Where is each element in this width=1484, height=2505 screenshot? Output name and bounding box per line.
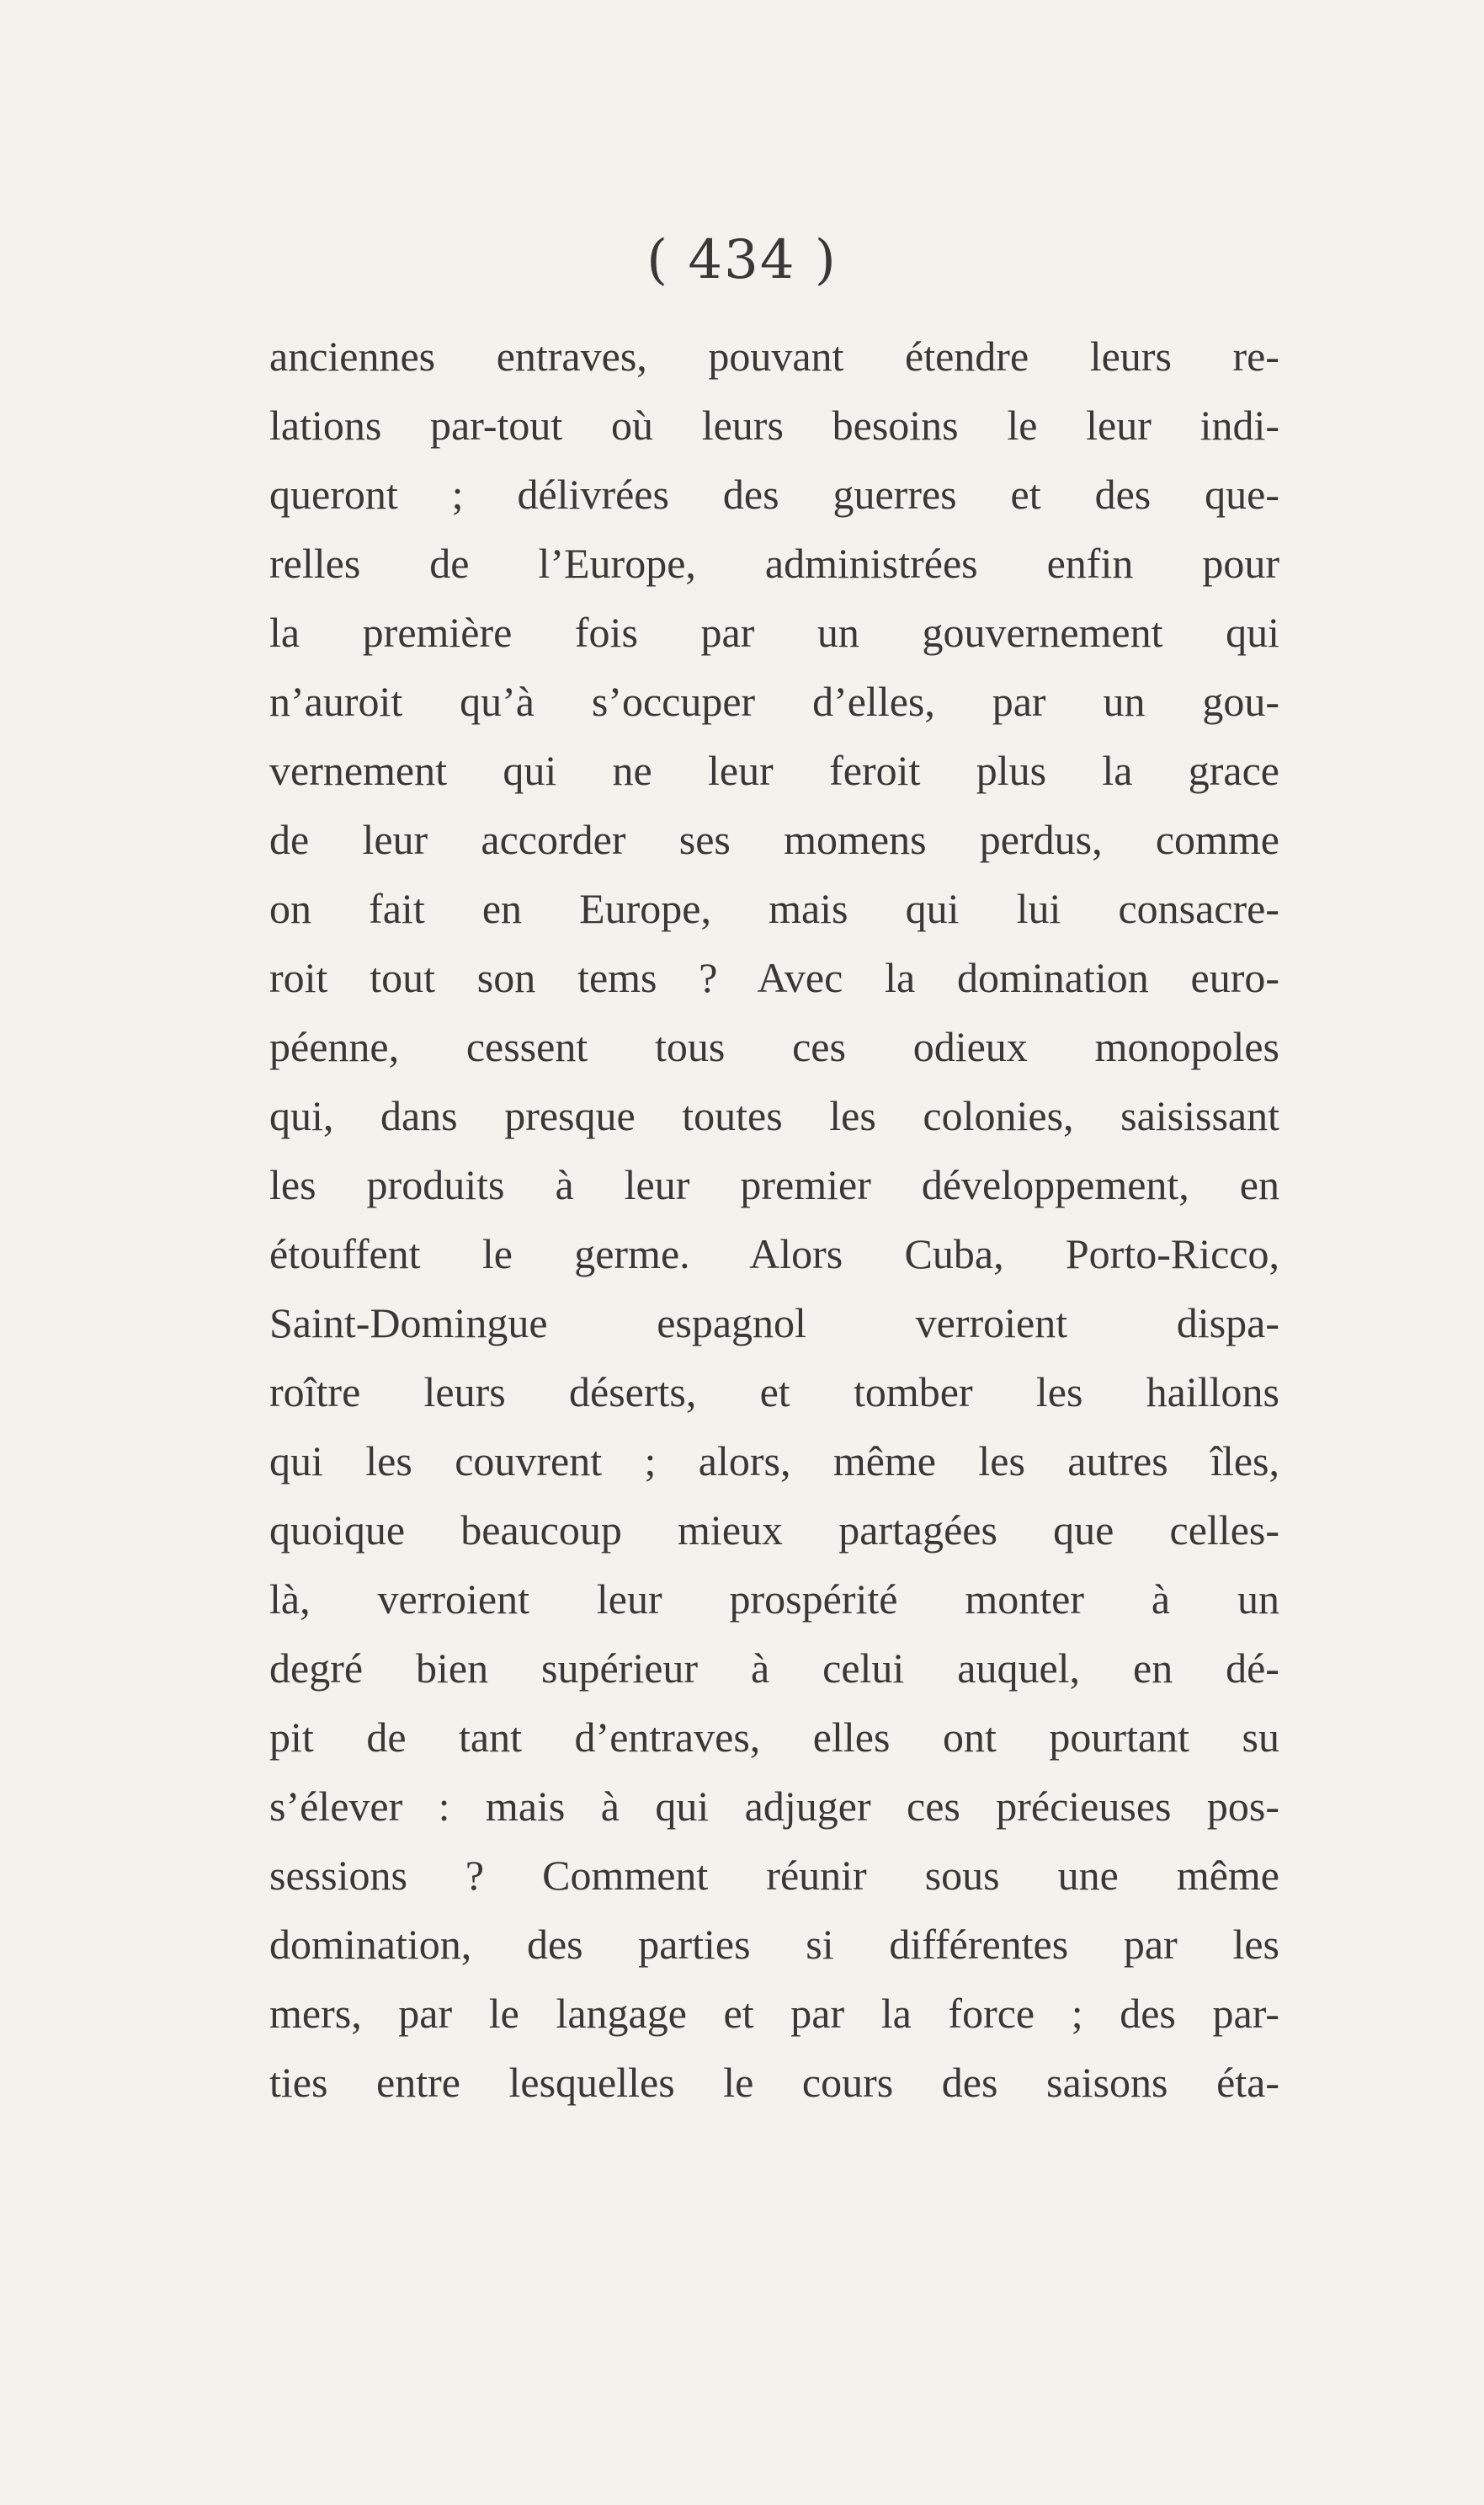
text-line: ties entre lesquelles le cours des saisons éta- [269,2059,1279,2106]
text-line: domination, des parties si différentes par les [269,1921,1279,1968]
text-line: roit tout son tems ? Avec la domination euro- [269,954,1279,1001]
text-line: sessions ? Comment réunir sous une même [269,1852,1279,1899]
text-line: les produits à leur premier développement, en [269,1161,1279,1208]
text-line: n’auroit qu’à s’occuper d’elles, par un gou- [269,678,1279,725]
text-line: quoique beaucoup mieux partagées que celles- [269,1506,1279,1554]
text-line: Saint-Domingue espagnol verroient dispa- [269,1299,1279,1346]
text-line: anciennes entraves, pouvant étendre leurs re- [269,333,1279,380]
text-line: là, verroient leur prospérité monter à un [269,1575,1279,1623]
text-line: queront ; délivrées des guerres et des que- [269,471,1279,518]
page-number: ( 434 ) [646,229,838,291]
text-line: la première fois par un gouvernement qui [269,609,1279,656]
text-line: de leur accorder ses momens perdus, comme [269,816,1279,863]
text-line: étouffent le germe. Alors Cuba, Porto-Ricco, [269,1230,1279,1277]
text-line: qui, dans presque toutes les colonies, saisissant [269,1092,1279,1139]
text-line: degré bien supérieur à celui auquel, en dé- [269,1644,1279,1692]
text-line: vernement qui ne leur feroit plus la grace [269,747,1279,794]
text-line: péenne, cessent tous ces odieux monopoles [269,1023,1279,1070]
body-text [269,322,1279,2117]
text-line: pit de tant d’entraves, elles ont pourtant su [269,1714,1279,1761]
text-line: on fait en Europe, mais qui lui consacre- [269,885,1279,932]
text-line: mers, par le langage et par la force ; des par- [269,1990,1279,2037]
text-line: relles de l’Europe, administrées enfin pour [269,540,1279,587]
text-line: roître leurs déserts, et tomber les haillons [269,1368,1279,1415]
text-line: lations par-tout où leurs besoins le leur indi- [269,402,1279,449]
text-line: qui les couvrent ; alors, même les autres îles, [269,1437,1279,1484]
text-line: s’élever : mais à qui adjuger ces précieuses pos- [269,1783,1279,1830]
